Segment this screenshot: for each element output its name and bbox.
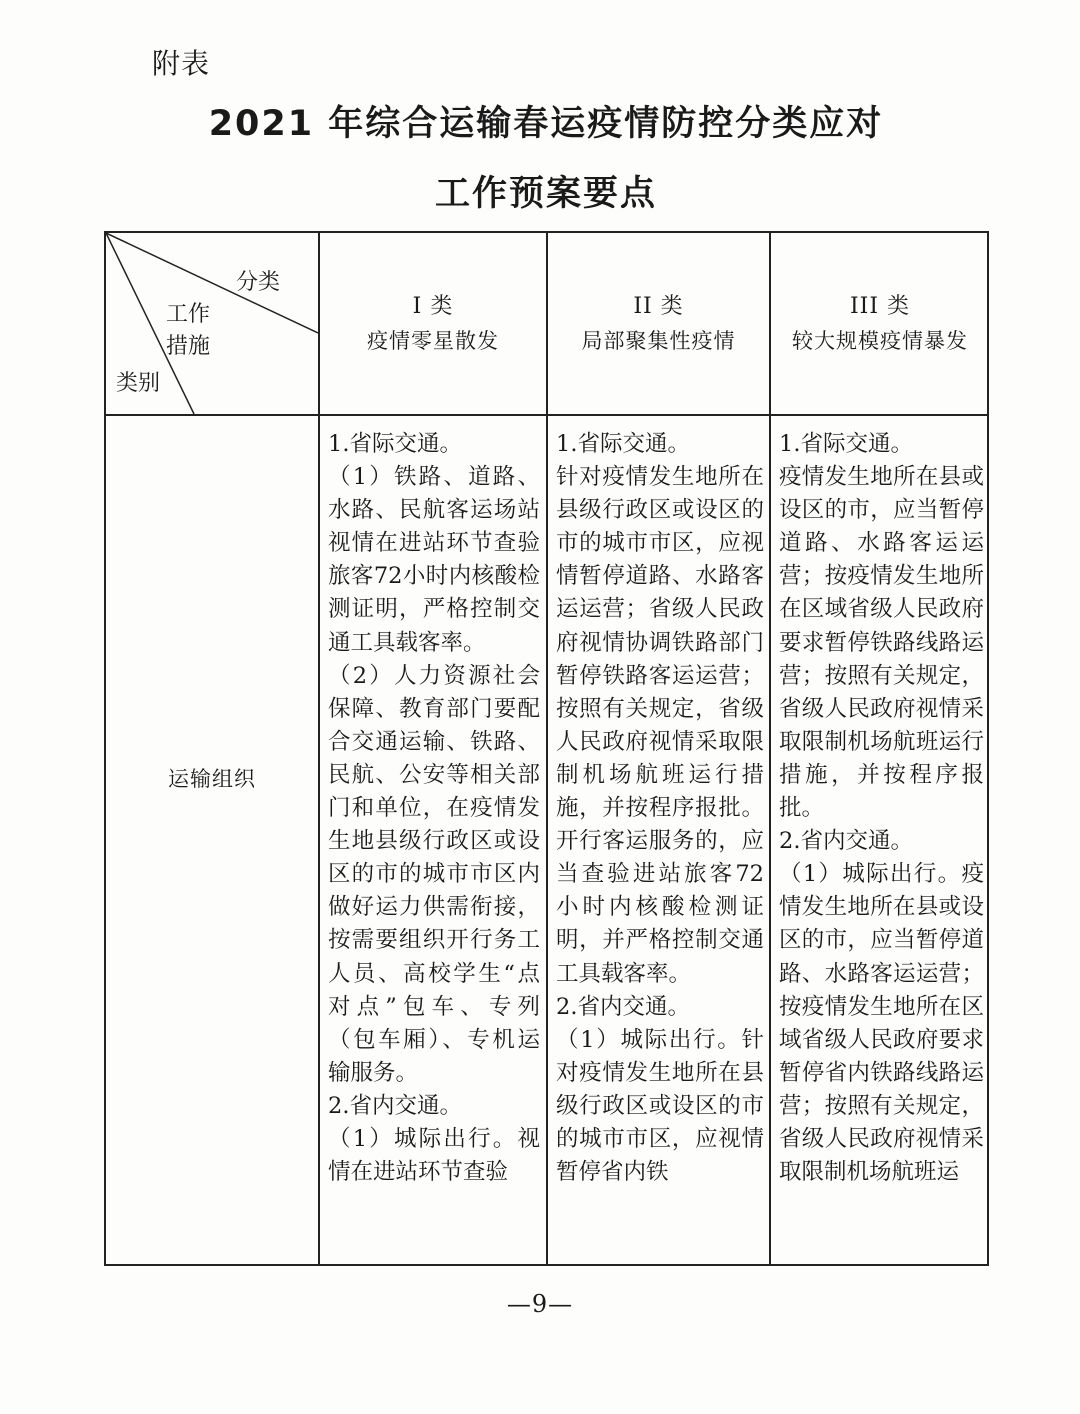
plan-table bbox=[104, 231, 989, 1266]
column-desc: 疫情零星散发 bbox=[367, 328, 499, 353]
corner-category-label: 分类 bbox=[236, 270, 281, 295]
cell-paragraph: 针对疫情发生地所在县级行政区或设区的市的城市市区，应视情暂停道路、水路客运运营；省级人民政府视情协调铁路部门暂停铁路客运运营；按照有关规定，省级人民政府视情采取限制机场航班运行措施，并按程序报批。开行客运服务的，应当查验进站旅客72小时内核酸检测证明，并严格控制交通工具载客率。 bbox=[556, 464, 764, 987]
cell-class3-measures bbox=[779, 428, 984, 1248]
column-name: III 类 bbox=[849, 293, 911, 319]
column-header-class3 bbox=[771, 233, 989, 414]
corner-type-label: 类别 bbox=[116, 371, 161, 396]
document-title-line1: 2021 年综合运输春运疫情防控分类应对 bbox=[208, 104, 884, 144]
cell-paragraph: 1.省际交通。 bbox=[556, 431, 690, 457]
attachment-label: 附表 bbox=[152, 47, 211, 80]
cell-paragraph: 1.省际交通。 bbox=[328, 431, 462, 457]
cell-paragraph: 2.省内交通。 bbox=[328, 1092, 462, 1119]
document-title-line2: 工作预案要点 bbox=[434, 174, 657, 214]
column-header-class1 bbox=[320, 233, 546, 414]
cell-paragraph: （1）铁路、道路、水路、民航客运场站视情在进站环节查验旅客72小时内核酸检测证明，严格控制交通工具载客率。 bbox=[328, 464, 540, 656]
table-header-divider bbox=[106, 414, 987, 416]
cell-paragraph: 2.省内交通。 bbox=[779, 828, 913, 855]
page-number: —9— bbox=[506, 1290, 574, 1318]
column-desc: 较大规模疫情暴发 bbox=[792, 328, 968, 353]
column-name: II 类 bbox=[633, 293, 684, 319]
corner-measures-label: 工作措施 bbox=[166, 302, 211, 359]
column-desc: 局部聚集性疫情 bbox=[581, 328, 736, 353]
column-header-class2 bbox=[548, 233, 769, 414]
cell-paragraph: 2.省内交通。 bbox=[556, 993, 690, 1020]
row-label-transport: 运输组织 bbox=[168, 767, 256, 791]
column-name: I 类 bbox=[412, 293, 454, 319]
cell-paragraph: （1）城际出行。视情在进站环节查验 bbox=[328, 1125, 540, 1186]
cell-paragraph: （2）人力资源社会保障、教育部门要配合交通运输、铁路、民航、公安等相关部门和单位，在疫情发生地县级行政区或设区的市的城市市区内做好运力供需衔接，按需要组织开行务工人员、高校学生“点对点”包车、专列（包车厢）、专机运输服务。 bbox=[328, 662, 540, 1086]
cell-paragraph: 1.省际交通。 bbox=[779, 431, 913, 457]
cell-paragraph: （1）城际出行。针对疫情发生地所在县级行政区或设区的市的城市市区，应视情暂停省内铁 bbox=[556, 1026, 764, 1186]
cell-paragraph: 疫情发生地所在县或设区的市，应当暂停道路、水路客运运营；按疫情发生地所在区域省级人民政府要求暂停铁路线路运营；按照有关规定，省级人民政府视情采取限制机场航班运行措施，并按程序报批。 bbox=[779, 464, 984, 822]
cell-paragraph: （1）城际出行。疫情发生地所在县或设区的市，应当暂停道路、水路客运运营；按疫情发生地所在区域省级人民政府要求暂停省内铁路线路运营；按照有关规定，省级人民政府视情采取限制机场航班运 bbox=[779, 861, 984, 1186]
cell-class1-measures bbox=[328, 428, 540, 1248]
cell-class2-measures bbox=[556, 428, 764, 1248]
